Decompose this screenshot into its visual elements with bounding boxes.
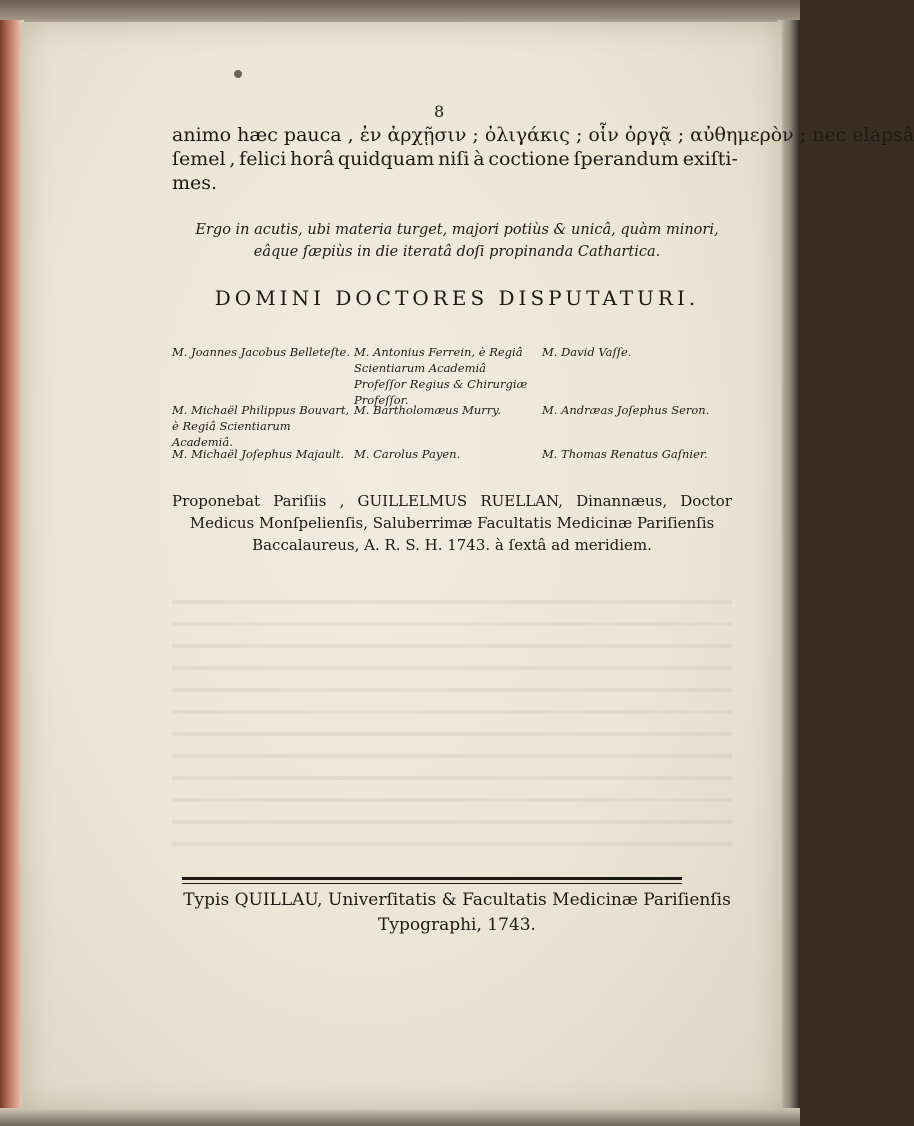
imprint-line-2: Typographi, 1743. xyxy=(378,915,536,935)
proponebat-line-3: Baccalaureus, A. R. S. H. 1743. à ſextâ ad meridiem. xyxy=(252,536,652,554)
body-line-3: mes. xyxy=(172,172,218,194)
conclusion-line-2: eâque ſæpiùs in die iteratâ doſi propinanda Cathartica. xyxy=(253,244,661,260)
word: exiſti- xyxy=(682,148,738,170)
doctor-entry: M. Carolus Payen. xyxy=(354,447,461,461)
word: ſemel xyxy=(172,148,226,170)
word: à xyxy=(473,148,485,170)
word: felici xyxy=(239,148,287,170)
word: coctione xyxy=(488,148,570,170)
disputants-heading: DOMINI DOCTORES DISPUTATURI. xyxy=(214,286,700,310)
page-number: 8 xyxy=(434,102,445,121)
doctor-entry: M. Joannes Jacobus Belleteſte. xyxy=(172,345,350,359)
word: ſperandum xyxy=(573,148,679,170)
body-line-1: animo hæc pauca , ἐν ἀρχῇσιν ; ὀλιγάκις ; οἷν ὀργᾷ ; αὐθημερὸν ; nec elapsâ xyxy=(172,124,914,146)
word: RUELLAN, xyxy=(480,492,563,510)
doctor-entry: M. Thomas Renatus Gaſnier. xyxy=(542,447,708,461)
doctor-entry: M. Michaël Joſephus Majault. xyxy=(172,447,345,461)
doctor-entry: M. Andræas Joſephus Seron. xyxy=(542,403,710,417)
proponebat-line-2: Medicus Monſpelienſis, Saluberrimæ Facultatis Medicinæ Pariſienſis xyxy=(189,514,715,532)
word: GUILLELMUS xyxy=(357,492,468,510)
book-bottom-edge xyxy=(0,1108,800,1126)
body-line-2 xyxy=(172,148,738,170)
conclusion-line-1: Ergo in acutis, ubi materia turget, majori potiùs & unicâ, quàm minori, xyxy=(195,222,719,238)
doctor-entry: M. Bartholomæus Murry. xyxy=(354,403,501,417)
imprint-rule xyxy=(182,877,682,880)
ink-spot xyxy=(234,70,242,78)
show-through-text xyxy=(172,582,732,852)
doctor-entry: M. David Vaſſe. xyxy=(542,345,632,359)
word: niſi xyxy=(438,148,470,170)
page xyxy=(22,22,914,1110)
word: Pariſiis xyxy=(273,492,327,510)
imprint-rule-thin xyxy=(182,883,682,884)
word: horâ xyxy=(290,148,335,170)
doctor-entry: M. Antonius Ferrein, è Regiâ Scientiarum Academiâ Profeſſor Regius & Chirurgiæ Profeſſor. xyxy=(354,345,528,407)
word: quidquam xyxy=(337,148,435,170)
word: Doctor xyxy=(680,492,732,510)
word: , xyxy=(229,148,236,170)
book-spine-edge xyxy=(0,20,24,1126)
proponebat-line-1 xyxy=(172,492,732,510)
word: Dinannæus, xyxy=(576,492,668,510)
imprint-line-1: Typis QUILLAU, Univerſitatis & Facultatis Medicinæ Pariſienſis xyxy=(183,890,731,910)
word: , xyxy=(339,492,345,510)
word: Proponebat xyxy=(172,492,261,510)
doctor-entry: M. Michaël Philippus Bouvart, è Regiâ Scientiarum Academiâ. xyxy=(172,403,350,449)
